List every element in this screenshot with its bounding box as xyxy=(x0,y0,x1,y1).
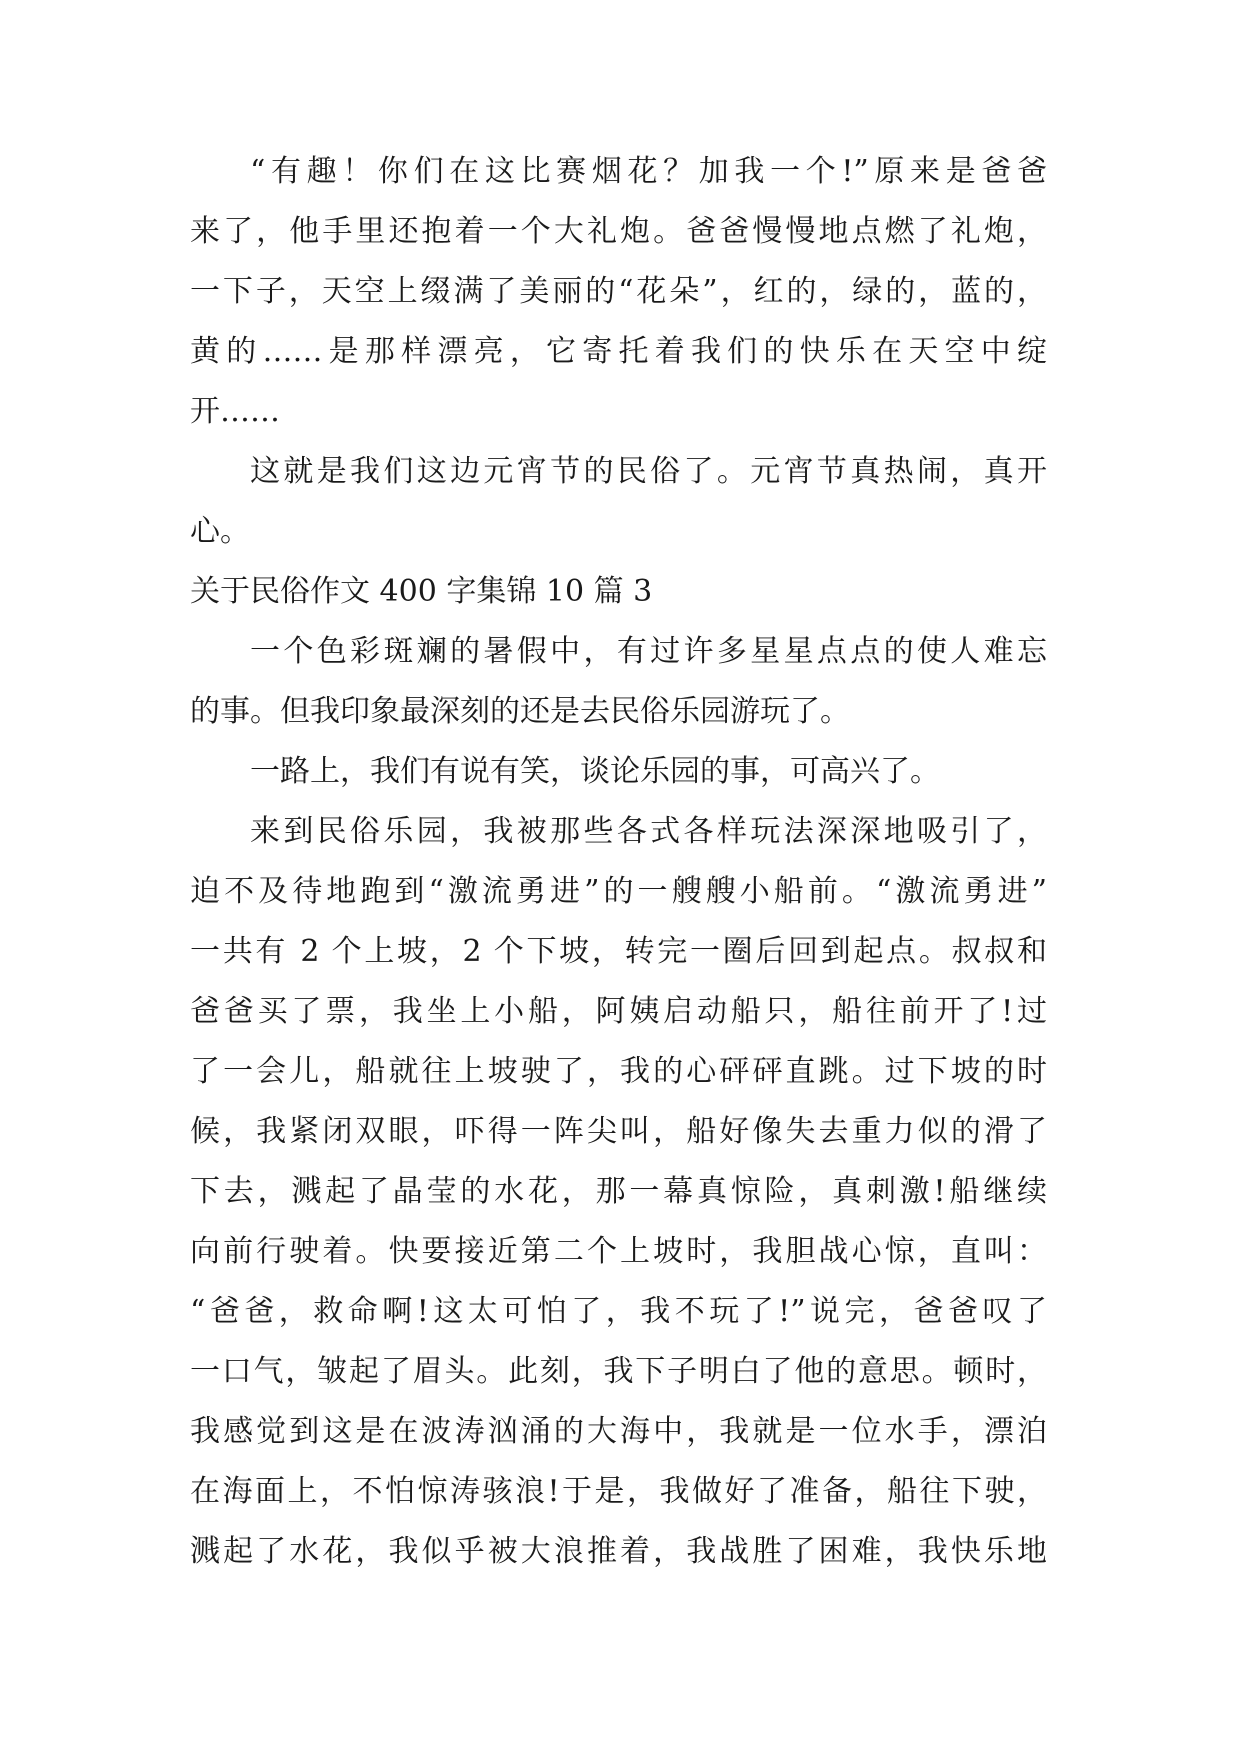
paragraph-line: 一下子，天空上缀满了美丽的“花朵”，红的，绿的，蓝的， xyxy=(190,274,1047,309)
paragraph-line: 迫不及待地跑到“激流勇进”的一艘艘小船前。“激流勇进” xyxy=(190,874,1047,909)
paragraph-line: 一口气，皱起了眉头。此刻，我下子明白了他的意思。顿时， xyxy=(190,1354,1047,1389)
paragraph-line: 一个色彩斑斓的暑假中，有过许多星星点点的使人难忘 xyxy=(250,634,1047,669)
paragraph-line: 在海面上，不怕惊涛骇浪!于是，我做好了准备，船往下驶， xyxy=(190,1474,1047,1509)
paragraph-line: 爸爸买了票，我坐上小船，阿姨启动船只，船往前开了!过 xyxy=(190,994,1047,1029)
paragraph-line: 来了，他手里还抱着一个大礼炮。爸爸慢慢地点燃了礼炮， xyxy=(190,214,1047,249)
paragraph-line: 向前行驶着。快要接近第二个上坡时，我胆战心惊，直叫： xyxy=(190,1234,1047,1269)
paragraph-line: 一共有 2 个上坡，2 个下坡，转完一圈后回到起点。叔叔和 xyxy=(190,934,1047,969)
paragraph-line: 下去，溅起了晶莹的水花，那一幕真惊险，真刺激!船继续 xyxy=(190,1174,1047,1209)
paragraph-line: 的事。但我印象最深刻的还是去民俗乐园游玩了。 xyxy=(190,694,850,729)
paragraph-line: 我感觉到这是在波涛汹涌的大海中，我就是一位水手，漂泊 xyxy=(190,1414,1047,1449)
paragraph-line: 溅起了水花，我似乎被大浪推着，我战胜了困难，我快乐地 xyxy=(190,1534,1047,1569)
paragraph-line: “爸爸，救命啊!这太可怕了，我不玩了!”说完，爸爸叹了 xyxy=(190,1294,1047,1329)
paragraph-line: 候，我紧闭双眼，吓得一阵尖叫，船好像失去重力似的滑了 xyxy=(190,1114,1047,1149)
paragraph-line: 一路上，我们有说有笑，谈论乐园的事，可高兴了。 xyxy=(250,754,940,789)
paragraph-line: 了一会儿，船就往上坡驶了，我的心砰砰直跳。过下坡的时 xyxy=(190,1054,1047,1089)
paragraph-line: 心。 xyxy=(190,514,250,549)
paragraph-line: 开…… xyxy=(190,394,280,429)
paragraph-line: “有趣！你们在这比赛烟花？加我一个!”原来是爸爸 xyxy=(250,154,1047,189)
paragraph-line: 来到民俗乐园，我被那些各式各样玩法深深地吸引了， xyxy=(250,814,1047,849)
paragraph-line: 这就是我们这边元宵节的民俗了。元宵节真热闹，真开 xyxy=(250,454,1047,489)
section-heading: 关于民俗作文 400 字集锦 10 篇 3 xyxy=(190,574,653,609)
paragraph-line: 黄的……是那样漂亮，它寄托着我们的快乐在天空中绽 xyxy=(190,334,1047,369)
